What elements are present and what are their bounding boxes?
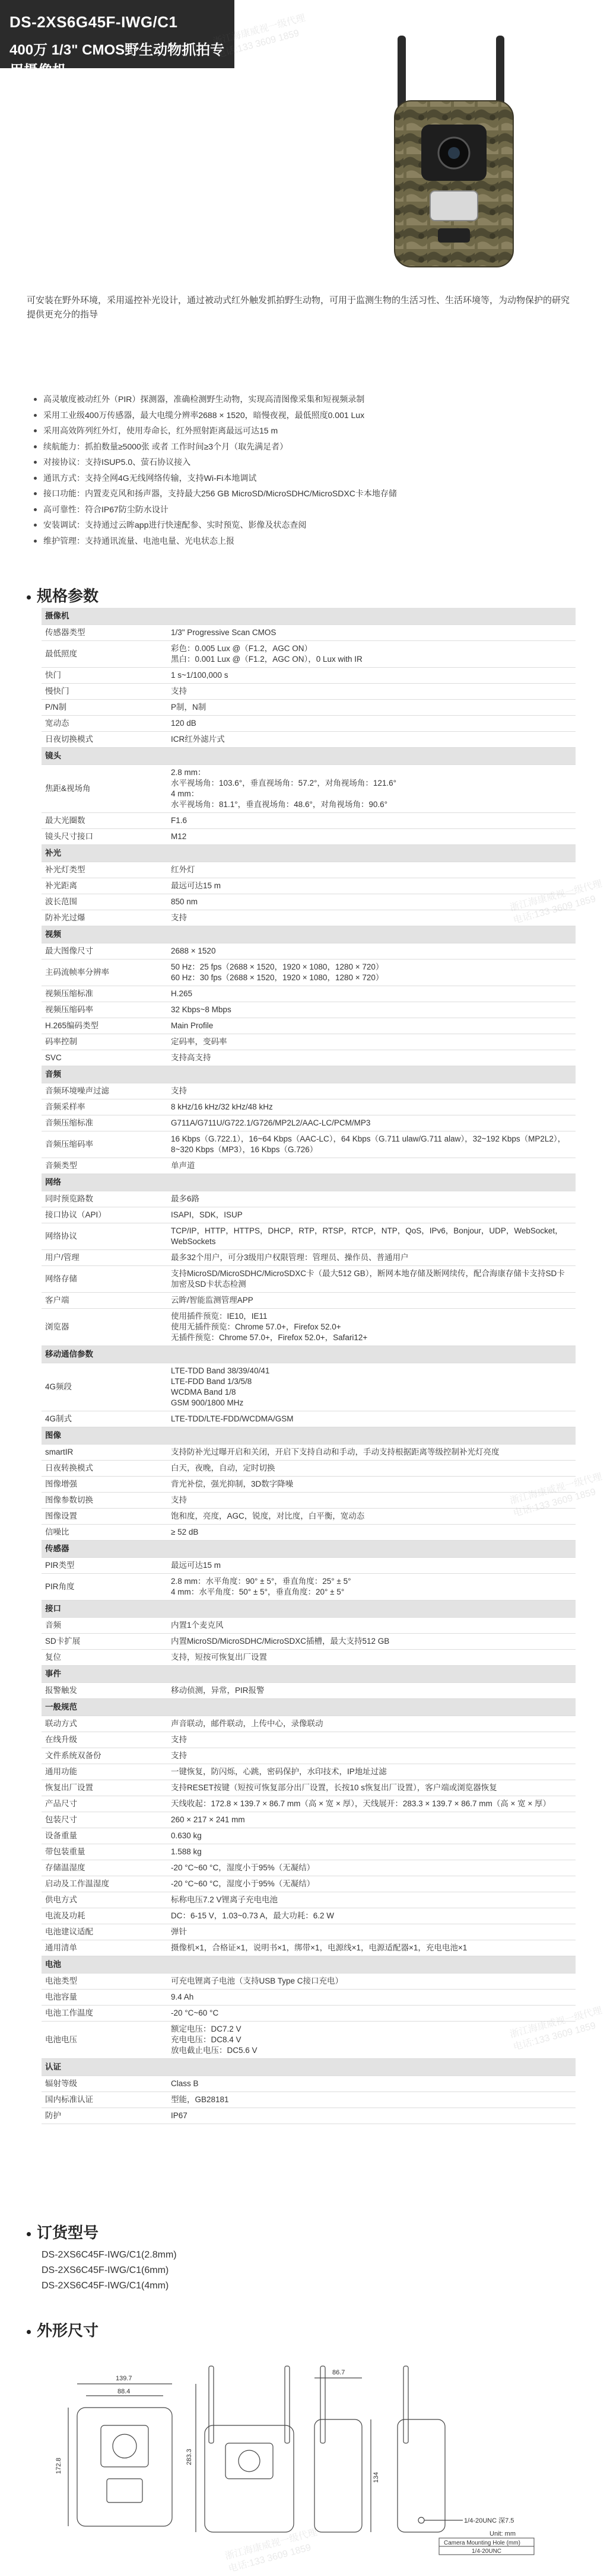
spec-row <box>42 1812 576 1828</box>
spec-key: 波长范围 <box>42 894 167 910</box>
spec-row <box>42 1990 576 2006</box>
spec-key: 国内标准认证 <box>42 2092 167 2108</box>
spec-value: IP67 <box>167 2108 576 2124</box>
spec-row <box>42 1716 576 1732</box>
spec-key: 4G频段 <box>42 1363 167 1411</box>
spec-key: 补光灯类型 <box>42 862 167 878</box>
spec-key: 防补光过爆 <box>42 910 167 926</box>
spec-value: 8 kHz/16 kHz/32 kHz/48 kHz <box>167 1099 576 1115</box>
spec-value: 1.588 kg <box>167 1844 576 1860</box>
spec-value: H.265 <box>167 986 576 1002</box>
product-header <box>0 0 593 279</box>
spec-value: 支持RESET按键（短按可恢复部分出厂设置，长按10 s恢复出厂设置），客户端或浏览器恢复 <box>167 1780 576 1796</box>
feature-item: 续航能力：抓拍数量≥5000张 或者 工作时间≥3个月（取先满足者） <box>33 439 567 455</box>
spec-category-row <box>42 1066 576 1083</box>
spec-category-row <box>42 1601 576 1618</box>
spec-category: 接口 <box>42 1601 576 1618</box>
spec-value: 支持 <box>167 1732 576 1748</box>
spec-category: 补光 <box>42 845 576 862</box>
mount-title: Camera Mounting Hole (mm) <box>444 2540 520 2546</box>
spec-value: 支持MicroSD/MicroSDHC/MicroSDXC卡（最大512 GB），断网本地存储及断网续传，配合海康存储卡支持SD卡加密及SD卡状态检测 <box>167 1266 576 1293</box>
spec-category: 传感器 <box>42 1541 576 1558</box>
spec-row <box>42 1309 576 1346</box>
spec-key: 辐射等级 <box>42 2076 167 2092</box>
spec-key: 音频压缩码率 <box>42 1131 167 1158</box>
spec-row <box>42 2076 576 2092</box>
bullet-icon <box>27 2330 31 2334</box>
spec-value: 标称电压7.2 V锂离子充电电池 <box>167 1892 576 1908</box>
antenna-view <box>196 2366 294 2532</box>
spec-key: 电池类型 <box>42 1974 167 1990</box>
spec-row <box>42 1050 576 1066</box>
spec-row <box>42 1363 576 1411</box>
spec-value: 使用插件预览：IE10，IE11 使用无插件预览：Chrome 57.0+，Firefox 52.0+ 无插件预览：Chrome 57.0+，Firefox 52.0+，Safari12+ <box>167 1309 576 1346</box>
spec-row <box>42 1876 576 1892</box>
spec-row <box>42 1683 576 1699</box>
spec-key: 图像设置 <box>42 1509 167 1525</box>
front-view <box>68 2384 172 2526</box>
spec-key: 网络协议 <box>42 1223 167 1250</box>
spec-value: 最多6路 <box>167 1191 576 1207</box>
spec-key: 音频 <box>42 1618 167 1634</box>
watermark: 浙江海康威视一级代理 电话:133 3609 1859 <box>509 2005 603 2053</box>
spec-value: 内置MicroSD/MicroSDHC/MicroSDXC插槽，最大支持512 GB <box>167 1634 576 1650</box>
camera-product-image <box>380 36 534 273</box>
spec-row <box>42 1618 576 1634</box>
spec-value: 最远可达15 m <box>167 878 576 894</box>
dimension-drawing <box>53 2360 564 2556</box>
spec-row <box>42 1191 576 1207</box>
spec-value: TCP/IP，HTTP，HTTPS，DHCP，RTP，RTSP，RTCP，NTP，QoS，IPv6，Bonjour，UDP，WebSocket，WebSockets <box>167 1223 576 1250</box>
spec-key: 联动方式 <box>42 1716 167 1732</box>
spec-value: 120 dB <box>167 716 576 732</box>
spec-row <box>42 641 576 668</box>
spec-key: PIR类型 <box>42 1558 167 1574</box>
spec-key: 视频压缩码率 <box>42 1002 167 1018</box>
spec-row <box>42 1924 576 1940</box>
spec-key: 慢快门 <box>42 684 167 700</box>
spec-value: M12 <box>167 829 576 845</box>
spec-key: P/N制 <box>42 700 167 716</box>
feature-item: 采用工业级400万传感器，最大电缆分辨率2688 × 1520，暗慢夜视，最低照度0.001 Lux <box>33 407 567 423</box>
spec-row <box>42 1099 576 1115</box>
spec-row <box>42 959 576 986</box>
spec-value: 支持 <box>167 1748 576 1764</box>
spec-category-row <box>42 608 576 625</box>
spec-row <box>42 684 576 700</box>
spec-value: 额定电压：DC7.2 V 充电电压：DC8.4 V 放电截止电压：DC5.6 V <box>167 2022 576 2059</box>
spec-row <box>42 1034 576 1050</box>
spec-key: 图像增强 <box>42 1477 167 1493</box>
spec-key: 文件系统双备份 <box>42 1748 167 1764</box>
order-model-list <box>42 2247 177 2294</box>
spec-row <box>42 1083 576 1099</box>
side-view <box>314 2366 371 2532</box>
spec-row <box>42 1002 576 1018</box>
spec-value: 最多32个用户，可分3级用户权限管理：管理员、操作员、普通用户 <box>167 1250 576 1266</box>
spec-key: 补光距离 <box>42 878 167 894</box>
spec-value: 移动侦测，异常，PIR报警 <box>167 1683 576 1699</box>
dim-unit: Unit: mm <box>490 2530 516 2537</box>
spec-key: 恢复出厂设置 <box>42 1780 167 1796</box>
spec-category: 镜头 <box>42 748 576 765</box>
spec-row <box>42 1293 576 1309</box>
spec-key: 音频类型 <box>42 1158 167 1174</box>
spec-category-row <box>42 1956 576 1974</box>
spec-row <box>42 732 576 748</box>
spec-value: 850 nm <box>167 894 576 910</box>
feature-item: 维护管理：支持通讯流量、电池电量、光电状态上报 <box>33 533 567 549</box>
spec-value: 2688 × 1520 <box>167 943 576 959</box>
spec-category-row <box>42 845 576 862</box>
spec-value: 红外灯 <box>167 862 576 878</box>
bullet-icon <box>27 595 31 600</box>
spec-key: smartIR <box>42 1445 167 1461</box>
spec-row <box>42 894 576 910</box>
spec-row <box>42 1445 576 1461</box>
spec-key: 快门 <box>42 668 167 684</box>
dim-depth: 86.7 <box>332 2369 345 2376</box>
spec-value: DC：6-15 V，1.03~0.73 A，最大功耗：6.2 W <box>167 1908 576 1924</box>
spec-value: LTE-TDD/LTE-FDD/WCDMA/GSM <box>167 1411 576 1427</box>
spec-key: 音频采样率 <box>42 1099 167 1115</box>
spec-value: 可充电锂离子电池（支持USB Type C接口充电） <box>167 1974 576 1990</box>
spec-row <box>42 1634 576 1650</box>
spec-value: F1.6 <box>167 813 576 829</box>
spec-value: 定码率，变码率 <box>167 1034 576 1050</box>
product-model: DS-2XS6G45F-IWG/C1 <box>9 13 178 31</box>
spec-table <box>42 608 576 2124</box>
spec-category: 一般规范 <box>42 1699 576 1716</box>
spec-row <box>42 1732 576 1748</box>
spec-value: 32 Kbps~8 Mbps <box>167 1002 576 1018</box>
spec-category-row <box>42 1541 576 1558</box>
spec-key: 最大光圈数 <box>42 813 167 829</box>
mount-value: 1/4-20UNC <box>472 2548 502 2555</box>
spec-row <box>42 1974 576 1990</box>
spec-row <box>42 1115 576 1131</box>
spec-value: 弹针 <box>167 1924 576 1940</box>
spec-category: 摄像机 <box>42 608 576 625</box>
order-model: DS-2XS6C45F-IWG/C1(4mm) <box>42 2281 169 2291</box>
spec-row <box>42 765 576 813</box>
spec-key: 电池建议适配 <box>42 1924 167 1940</box>
spec-category-row <box>42 748 576 765</box>
spec-row <box>42 716 576 732</box>
spec-value: 云眸/智能监测管理APP <box>167 1293 576 1309</box>
spec-key: 设备重量 <box>42 1828 167 1844</box>
spec-row <box>42 1860 576 1876</box>
spec-row <box>42 1477 576 1493</box>
watermark: 浙江海康威视一级代理 电话:133 3609 1859 <box>224 2527 319 2575</box>
spec-value: 一键恢复，防闪烁，心跳，密码保护，水印技术，IP地址过滤 <box>167 1764 576 1780</box>
product-intro: 可安装在野外环境，采用遥控补光设计，通过被动式红外触发抓拍野生动物，可用于监测生物的生活习性、生活环境等，为动物保护的研究提供更充分的指导 <box>27 295 570 320</box>
spec-value: 白天，夜晚，自动，定时切换 <box>167 1461 576 1477</box>
spec-row <box>42 1223 576 1250</box>
feature-item: 对接协议：支持ISUP5.0、萤石协议接入 <box>33 454 567 470</box>
spec-row <box>42 1158 576 1174</box>
spec-key: PIR角度 <box>42 1574 167 1601</box>
back-view <box>398 2366 463 2532</box>
spec-value: 单声道 <box>167 1158 576 1174</box>
spec-value: G711A/G711U/G722.1/G726/MP2L2/AAC-LC/PCM/MP3 <box>167 1115 576 1131</box>
spec-key: 启动及工作温湿度 <box>42 1876 167 1892</box>
spec-key: 接口协议（API） <box>42 1207 167 1223</box>
spec-value: -20 °C~60 °C，湿度小于95%（无凝结） <box>167 1876 576 1892</box>
spec-row <box>42 1131 576 1158</box>
spec-category-row <box>42 1346 576 1363</box>
spec-key: 最大图像尺寸 <box>42 943 167 959</box>
spec-value: P制，N制 <box>167 700 576 716</box>
spec-key: 带包装重量 <box>42 1844 167 1860</box>
spec-key: 焦距&视场角 <box>42 765 167 813</box>
spec-key: 电池电压 <box>42 2022 167 2059</box>
spec-category: 事件 <box>42 1666 576 1683</box>
spec-category-row <box>42 926 576 943</box>
spec-row <box>42 2092 576 2108</box>
spec-row <box>42 1764 576 1780</box>
spec-value: 1 s~1/100,000 s <box>167 668 576 684</box>
spec-category-row <box>42 1174 576 1191</box>
feature-item: 高可靠性：符合IP67防尘防水设计 <box>33 502 567 518</box>
spec-value: -20 °C~60 °C，湿度小于95%（无凝结） <box>167 1860 576 1876</box>
spec-value: 2.8 mm：水平角度：90° ± 5°，垂直角度：25° ± 5° 4 mm：水平角度：50° ± 5°，垂直角度：20° ± 5° <box>167 1574 576 1601</box>
spec-key: 电池工作温度 <box>42 2006 167 2022</box>
spec-row <box>42 1461 576 1477</box>
spec-row <box>42 813 576 829</box>
spec-value: 背光补偿，强光抑制，3D数字降噪 <box>167 1477 576 1493</box>
bullet-icon <box>27 2232 31 2236</box>
spec-key: 音频环境噪声过滤 <box>42 1083 167 1099</box>
watermark: 浙江海康威视一级代理 电话:133 3609 1859 <box>509 878 603 926</box>
title-bar <box>0 0 234 79</box>
spec-value: 天线收起：172.8 × 139.7 × 86.7 mm（高 × 宽 × 厚），天线展开：283.3 × 139.7 × 86.7 mm（高 × 宽 × 厚） <box>167 1796 576 1812</box>
dim-thread: 1/4-20UNC 深7.5 <box>464 2517 514 2524</box>
spec-value: 支持 <box>167 910 576 926</box>
order-section-title <box>27 2221 98 2243</box>
order-model: DS-2XS6C45F-IWG/C1(6mm) <box>42 2265 169 2275</box>
spec-key: 在线升级 <box>42 1732 167 1748</box>
spec-key: 存储温湿度 <box>42 1860 167 1876</box>
spec-row <box>42 878 576 894</box>
spec-key: 通用功能 <box>42 1764 167 1780</box>
spec-key: 包装尺寸 <box>42 1812 167 1828</box>
spec-row <box>42 1207 576 1223</box>
spec-value: 50 Hz：25 fps（2688 × 1520，1920 × 1080，1280 × 720） 60 Hz：30 fps（2688 × 1520，1920 × 1080，1280 × 720） <box>167 959 576 986</box>
watermark: 浙江海康威视一级代理 电话:133 3609 1859 <box>509 1471 603 1519</box>
spec-key: 镜头尺寸接口 <box>42 829 167 845</box>
spec-row <box>42 2022 576 2059</box>
order-model: DS-2XS6C45F-IWG/C1(2.8mm) <box>42 2250 177 2260</box>
spec-row <box>42 1844 576 1860</box>
spec-row <box>42 943 576 959</box>
spec-value: 1/3" Progressive Scan CMOS <box>167 625 576 641</box>
order-title-text: 订货型号 <box>37 2224 99 2242</box>
spec-category: 图像 <box>42 1427 576 1445</box>
spec-value: 声音联动，邮件联动，上传中心，录像联动 <box>167 1716 576 1732</box>
spec-category: 移动通信参数 <box>42 1346 576 1363</box>
feature-item: 高灵敏度被动红外（PIR）探测器，准确检测野生动物，实现高清图像采集和短视频录制 <box>33 391 567 407</box>
spec-category: 音频 <box>42 1066 576 1083</box>
spec-value: 支持 <box>167 1493 576 1509</box>
spec-key: 日夜切换模式 <box>42 732 167 748</box>
spec-key: SVC <box>42 1050 167 1066</box>
dim-side-height: 134 <box>373 2472 380 2483</box>
spec-row <box>42 1250 576 1266</box>
spec-key: 最低照度 <box>42 641 167 668</box>
spec-value: -20 °C~60 °C <box>167 2006 576 2022</box>
spec-value: 0.630 kg <box>167 1828 576 1844</box>
spec-row <box>42 1558 576 1574</box>
spec-row <box>42 2108 576 2124</box>
spec-value: 9.4 Ah <box>167 1990 576 2006</box>
spec-value: ≥ 52 dB <box>167 1525 576 1541</box>
spec-category-row <box>42 1699 576 1716</box>
spec-key: H.265编码类型 <box>42 1018 167 1034</box>
spec-key: 码率控制 <box>42 1034 167 1050</box>
spec-key: 传感器类型 <box>42 625 167 641</box>
dim-width-front: 139.7 <box>116 2375 132 2382</box>
spec-row <box>42 1780 576 1796</box>
spec-row <box>42 986 576 1002</box>
spec-row <box>42 1018 576 1034</box>
spec-row <box>42 1940 576 1956</box>
spec-value: 摄像机×1，合格证×1，说明书×1，绑带×1，电源线×1，电源适配器×1，充电电池×1 <box>167 1940 576 1956</box>
spec-row <box>42 625 576 641</box>
spec-value: 16 Kbps（G.722.1），16~64 Kbps（AAC-LC），64 Kbps（G.711 ulaw/G.711 alaw），32~192 Kbps（MP2L2），8~320 Kbps（MP3），16 Kbps（G.726） <box>167 1131 576 1158</box>
spec-value: 最远可达15 m <box>167 1558 576 1574</box>
spec-row <box>42 1411 576 1427</box>
spec-key: 图像参数切换 <box>42 1493 167 1509</box>
dim-height-full: 283.3 <box>186 2449 193 2465</box>
spec-key: 供电方式 <box>42 1892 167 1908</box>
spec-key: 防护 <box>42 2108 167 2124</box>
spec-category: 视频 <box>42 926 576 943</box>
spec-key: 同时预览路数 <box>42 1191 167 1207</box>
spec-row <box>42 1509 576 1525</box>
spec-row <box>42 1574 576 1601</box>
spec-category-row <box>42 1427 576 1445</box>
spec-value: ICR红外滤片式 <box>167 732 576 748</box>
spec-key: 通用清单 <box>42 1940 167 1956</box>
spec-key: 电流及功耗 <box>42 1908 167 1924</box>
spec-row <box>42 862 576 878</box>
spec-key: 复位 <box>42 1650 167 1666</box>
feature-list <box>33 391 567 549</box>
spec-key: 主码流帧率分辨率 <box>42 959 167 986</box>
spec-value: 2.8 mm： 水平视场角：103.6°，垂直视场角：57.2°，对角视场角：121.6° 4 mm： 水平视场角：81.1°，垂直视场角：48.6°，对角视场角：90.6° <box>167 765 576 813</box>
spec-key: 用户/管理 <box>42 1250 167 1266</box>
spec-row <box>42 1828 576 1844</box>
spec-row <box>42 1892 576 1908</box>
spec-key: SD卡扩展 <box>42 1634 167 1650</box>
spec-row <box>42 1748 576 1764</box>
spec-value: Main Profile <box>167 1018 576 1034</box>
dim-width-inner: 88.4 <box>117 2388 131 2395</box>
spec-row <box>42 1493 576 1509</box>
spec-value: Class B <box>167 2076 576 2092</box>
spec-key: 产品尺寸 <box>42 1796 167 1812</box>
spec-row <box>42 700 576 716</box>
spec-row <box>42 668 576 684</box>
feature-item: 接口功能：内置麦克风和扬声器，支持最大256 GB MicroSD/MicroSDHC/MicroSDXC卡本地存储 <box>33 486 567 502</box>
spec-value: 彩色：0.005 Lux @（F1.2，AGC ON） 黑白：0.001 Lux @（F1.2，AGC ON），0 Lux with IR <box>167 641 576 668</box>
spec-category-row <box>42 2059 576 2076</box>
spec-value: 支持高支持 <box>167 1050 576 1066</box>
spec-key: 报警触发 <box>42 1683 167 1699</box>
spec-value: 支持，短按可恢复出厂设置 <box>167 1650 576 1666</box>
spec-key: 音频压缩标准 <box>42 1115 167 1131</box>
feature-item: 安装调试：支持通过云眸app进行快速配参、实时预览、影像及状态查阅 <box>33 517 567 533</box>
spec-key: 信噪比 <box>42 1525 167 1541</box>
spec-value: 饱和度，亮度，AGC，锐度，对比度，白平衡，宽动态 <box>167 1509 576 1525</box>
spec-key: 4G制式 <box>42 1411 167 1427</box>
spec-row <box>42 1796 576 1812</box>
spec-title-text: 规格参数 <box>37 587 99 605</box>
feature-item: 通讯方式：支持全网4G无线网络传输，支持Wi-Fi本地调试 <box>33 470 567 486</box>
spec-section-title <box>27 584 98 606</box>
spec-category-row <box>42 1666 576 1683</box>
spec-row <box>42 1266 576 1293</box>
dims-title-text: 外形尺寸 <box>37 2322 99 2339</box>
product-subtitle: 400万 1/3" CMOS野生动物抓拍专用摄像机 <box>9 42 225 79</box>
spec-value: 型能，GB28181 <box>167 2092 576 2108</box>
dims-section-title <box>27 2319 98 2341</box>
spec-row <box>42 1908 576 1924</box>
spec-row <box>42 910 576 926</box>
spec-key: 网络存储 <box>42 1266 167 1293</box>
spec-row <box>42 829 576 845</box>
spec-value: 支持防补光过曝开启和关闭，开启下支持自动和手动，手动支持根据距离等级控制补光灯亮度 <box>167 1445 576 1461</box>
spec-value: LTE-TDD Band 38/39/40/41 LTE-FDD Band 1/3/5/8 WCDMA Band 1/8 GSM 900/1800 MHz <box>167 1363 576 1411</box>
spec-row <box>42 1650 576 1666</box>
feature-item: 采用高效阵列红外灯，使用寿命长，红外照射距离最远可达15 m <box>33 423 567 439</box>
spec-key: 电池容量 <box>42 1990 167 2006</box>
dim-height-front: 172.8 <box>55 2457 62 2474</box>
spec-key: 客户端 <box>42 1293 167 1309</box>
spec-key: 视频压缩标准 <box>42 986 167 1002</box>
spec-value: 260 × 217 × 241 mm <box>167 1812 576 1828</box>
spec-key: 浏览器 <box>42 1309 167 1346</box>
spec-category: 网络 <box>42 1174 576 1191</box>
spec-value: 内置1个麦克风 <box>167 1618 576 1634</box>
spec-value: 支持 <box>167 684 576 700</box>
spec-category: 电池 <box>42 1956 576 1974</box>
spec-row <box>42 2006 576 2022</box>
spec-value: ISAPI，SDK，ISUP <box>167 1207 576 1223</box>
spec-row <box>42 1525 576 1541</box>
spec-category: 认证 <box>42 2059 576 2076</box>
spec-key: 宽动态 <box>42 716 167 732</box>
spec-key: 日夜转换模式 <box>42 1461 167 1477</box>
spec-value: 支持 <box>167 1083 576 1099</box>
